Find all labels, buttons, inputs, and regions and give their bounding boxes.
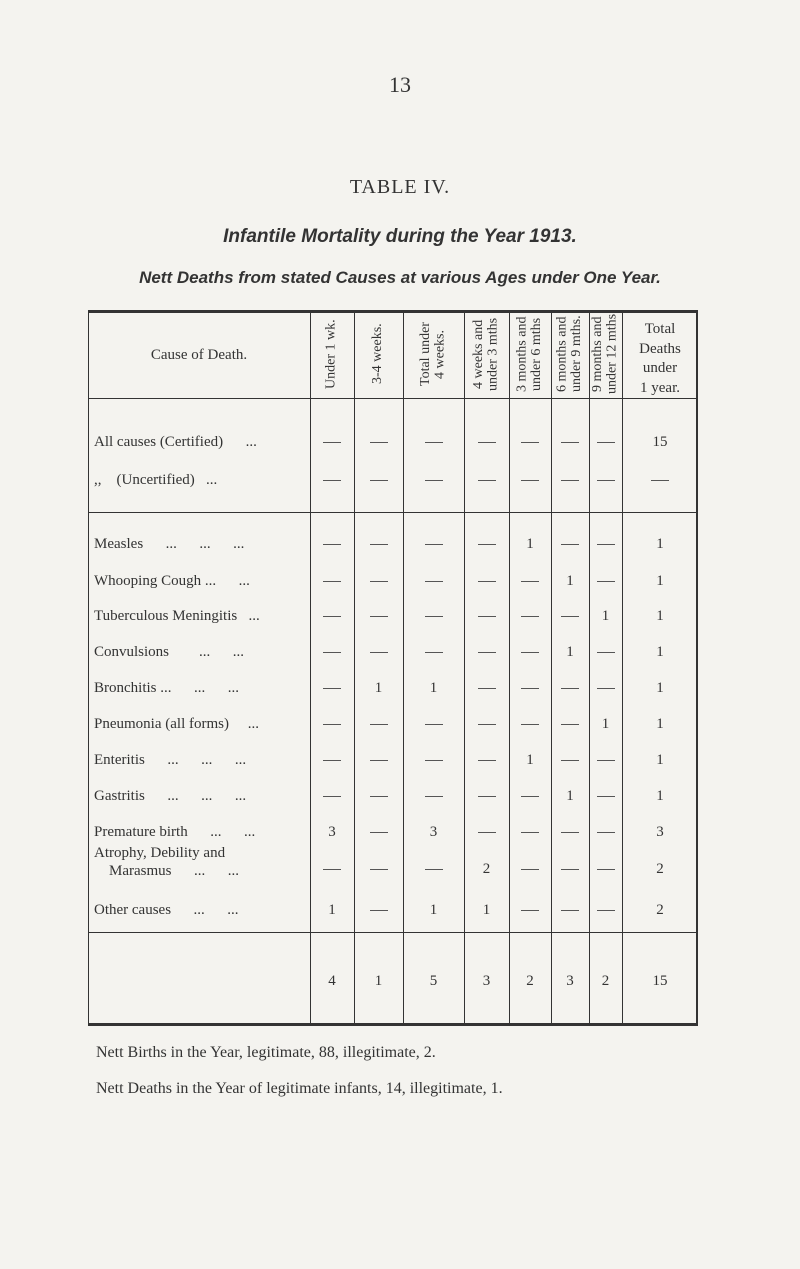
- row-10-value: [403, 862, 464, 877]
- row-11-value: 2: [656, 902, 664, 918]
- row-2-value: [310, 574, 354, 589]
- row-top-2-value: [310, 473, 354, 488]
- row-8-value: [354, 789, 403, 804]
- dash-mark: [323, 442, 341, 443]
- row-6-value: [464, 717, 509, 732]
- row-11-value: [354, 903, 403, 918]
- cause-label: Whooping Cough ... ...: [94, 573, 250, 589]
- totals-row-value: 3: [482, 973, 491, 989]
- header-col-4: 4 weeks and under 3 mths: [470, 317, 501, 391]
- row-top-2-value: [464, 473, 509, 488]
- dash-mark: [370, 652, 388, 653]
- totals-row-value: 2: [526, 973, 534, 989]
- dash-mark: [597, 760, 615, 761]
- row-3-value: 1: [656, 608, 664, 624]
- row-7-value: [403, 753, 464, 768]
- dash-mark: [478, 480, 496, 481]
- row-7-value: [551, 753, 589, 768]
- row-9-value: [589, 825, 622, 840]
- dash-mark: [597, 832, 615, 833]
- row-top-1-value: 15: [652, 434, 668, 450]
- header-total: Total Deaths under 1 year.: [639, 321, 681, 396]
- section-divider: [88, 512, 698, 513]
- row-11-value: 1: [429, 902, 438, 918]
- row-4-value: [354, 645, 403, 660]
- row-6-value: 1: [601, 716, 610, 732]
- dash-mark: [425, 652, 443, 653]
- dash-mark: [651, 480, 669, 481]
- row-6-value: [509, 717, 551, 732]
- dash-mark: [597, 652, 615, 653]
- row-9-value: 3: [328, 824, 336, 840]
- row-7-value: [589, 753, 622, 768]
- row-3-value: 1: [601, 608, 610, 624]
- dash-mark: [597, 581, 615, 582]
- dash-mark: [323, 869, 341, 870]
- row-top-1-value: [589, 435, 622, 450]
- row-10-value: [354, 862, 403, 877]
- row-10-value: 2: [482, 861, 491, 877]
- dash-mark: [478, 581, 496, 582]
- mortality-table: [88, 310, 698, 1026]
- cause-label: Convulsions ... ...: [94, 644, 245, 660]
- dash-mark: [561, 442, 579, 443]
- row-8-value: 1: [566, 788, 574, 804]
- dash-mark: [323, 652, 341, 653]
- row-top-1-value: [354, 435, 403, 450]
- dash-mark: [478, 616, 496, 617]
- row-5-value: [509, 681, 551, 696]
- dash-mark: [370, 480, 388, 481]
- table-bottom-border: [88, 1023, 698, 1026]
- dash-mark: [323, 796, 341, 797]
- dash-mark: [370, 869, 388, 870]
- row-2-value: [354, 574, 403, 589]
- row-4-value: [403, 645, 464, 660]
- table-right-border: [696, 310, 698, 1026]
- dash-mark: [521, 869, 539, 870]
- totals-row-value: 4: [328, 973, 336, 989]
- document-title: Infantile Mortality during the Year 1913.: [223, 226, 577, 247]
- row-8-value: [464, 789, 509, 804]
- deaths-note: Nett Deaths in the Year of legitimate infants, 14, illegitimate, 1.: [96, 1080, 503, 1097]
- dash-mark: [370, 832, 388, 833]
- dash-mark: [597, 480, 615, 481]
- dash-mark: [521, 480, 539, 481]
- column-divider: [464, 310, 465, 1026]
- dash-mark: [561, 760, 579, 761]
- row-3-value: [509, 609, 551, 624]
- row-11-value: 1: [328, 902, 336, 918]
- dash-mark: [597, 688, 615, 689]
- totals-row-value: 5: [429, 973, 438, 989]
- dash-mark: [521, 652, 539, 653]
- dash-mark: [425, 480, 443, 481]
- dash-mark: [478, 544, 496, 545]
- row-6-value: [403, 717, 464, 732]
- row-5-value: [464, 681, 509, 696]
- header-col-1: Under 1 wk.: [323, 319, 339, 389]
- cause-label: Gastritis ... ... ...: [94, 788, 247, 804]
- dash-mark: [561, 832, 579, 833]
- dash-mark: [370, 760, 388, 761]
- row-11-value: [589, 903, 622, 918]
- cause-label: Pneumonia (all forms) ...: [94, 716, 259, 732]
- row-10-value: [509, 862, 551, 877]
- dash-mark: [597, 796, 615, 797]
- document-subtitle: Nett Deaths from stated Causes at various Ages under One Year.: [139, 268, 661, 287]
- row-5-value: [551, 681, 589, 696]
- row-7-value: [464, 753, 509, 768]
- row-9-value: [551, 825, 589, 840]
- row-6-value: [354, 717, 403, 732]
- row-3-value: [310, 609, 354, 624]
- totals-divider: [88, 932, 698, 933]
- cause-label: Other causes ... ...: [94, 902, 239, 918]
- row-6-value: [310, 717, 354, 732]
- row-4-value: [509, 645, 551, 660]
- row-6-value: 1: [656, 716, 664, 732]
- dash-mark: [425, 616, 443, 617]
- dash-mark: [478, 652, 496, 653]
- dash-mark: [323, 760, 341, 761]
- header-cause: Cause of Death.: [150, 347, 248, 363]
- dash-mark: [425, 760, 443, 761]
- header-col-2: 3-4 weeks.: [370, 323, 386, 385]
- column-divider: [622, 310, 623, 1026]
- row-7-value: [310, 753, 354, 768]
- dash-mark: [323, 544, 341, 545]
- dash-mark: [521, 442, 539, 443]
- row-5-value: [589, 681, 622, 696]
- row-1-value: 1: [656, 536, 664, 552]
- dash-mark: [561, 724, 579, 725]
- dash-mark: [521, 832, 539, 833]
- row-1-value: [551, 537, 589, 552]
- row-9-value: [509, 825, 551, 840]
- column-divider: [354, 310, 355, 1026]
- cause-label: Bronchitis ... ... ...: [94, 680, 239, 696]
- row-5-value: 1: [374, 680, 383, 696]
- row-1-value: [589, 537, 622, 552]
- row-5-value: 1: [429, 680, 438, 696]
- row-top-1-value: [551, 435, 589, 450]
- column-divider: [589, 310, 590, 1026]
- row-4-value: [589, 645, 622, 660]
- row-2-value: 1: [566, 573, 574, 589]
- row-9-value: 3: [429, 824, 438, 840]
- dash-mark: [425, 869, 443, 870]
- totals-row-value: 3: [566, 973, 574, 989]
- dash-mark: [521, 616, 539, 617]
- dash-mark: [370, 544, 388, 545]
- table-title: TABLE IV.: [349, 176, 451, 198]
- totals-row-value: 15: [652, 973, 668, 989]
- row-top-1-value: [464, 435, 509, 450]
- header-col-3: Total under 4 weeks.: [417, 322, 448, 386]
- dash-mark: [521, 910, 539, 911]
- row-9-value: 3: [656, 824, 664, 840]
- row-10-value: [551, 862, 589, 877]
- row-8-value: [509, 789, 551, 804]
- dash-mark: [597, 869, 615, 870]
- row-8-value: [310, 789, 354, 804]
- row-top-1-value: [403, 435, 464, 450]
- row-8-value: [589, 789, 622, 804]
- dash-mark: [323, 480, 341, 481]
- cause-label: Tuberculous Meningitis ...: [94, 608, 260, 624]
- row-2-value: 1: [656, 573, 664, 589]
- dash-mark: [370, 796, 388, 797]
- cause-label: Premature birth ... ...: [94, 824, 256, 840]
- dash-mark: [323, 724, 341, 725]
- dash-mark: [521, 796, 539, 797]
- dash-mark: [561, 480, 579, 481]
- dash-mark: [597, 544, 615, 545]
- dash-mark: [370, 616, 388, 617]
- dash-mark: [597, 442, 615, 443]
- dash-mark: [521, 581, 539, 582]
- dash-mark: [478, 760, 496, 761]
- row-2-value: [509, 574, 551, 589]
- header-col-6: 6 months and under 9 mths.: [554, 315, 584, 393]
- row-4-value: [464, 645, 509, 660]
- row-top-2-value: [622, 473, 698, 488]
- dash-mark: [597, 910, 615, 911]
- row-3-value: [464, 609, 509, 624]
- births-note: Nett Births in the Year, legitimate, 88, illegitimate, 2.: [96, 1044, 436, 1061]
- row-6-value: [551, 717, 589, 732]
- row-7-value: [354, 753, 403, 768]
- cause-label: All causes (Certified) ...: [94, 434, 257, 450]
- row-11-value: [509, 903, 551, 918]
- row-4-value: [310, 645, 354, 660]
- row-7-value: 1: [656, 752, 664, 768]
- totals-row-value: 2: [601, 973, 610, 989]
- dash-mark: [370, 910, 388, 911]
- row-8-value: [403, 789, 464, 804]
- dash-mark: [425, 724, 443, 725]
- row-4-value: 1: [656, 644, 664, 660]
- row-4-value: 1: [566, 644, 574, 660]
- row-2-value: [589, 574, 622, 589]
- row-8-value: 1: [656, 788, 664, 804]
- dash-mark: [561, 616, 579, 617]
- column-divider: [403, 310, 404, 1026]
- row-10-value: [310, 862, 354, 877]
- row-top-1-value: [310, 435, 354, 450]
- dash-mark: [323, 581, 341, 582]
- column-divider: [509, 310, 510, 1026]
- row-7-value: 1: [526, 752, 534, 768]
- cause-label: Measles ... ... ...: [94, 536, 245, 552]
- row-1-value: 1: [526, 536, 534, 552]
- dash-mark: [561, 910, 579, 911]
- row-9-value: [354, 825, 403, 840]
- dash-mark: [561, 688, 579, 689]
- header-divider: [88, 398, 698, 399]
- row-11-value: 1: [482, 902, 491, 918]
- table-left-border: [88, 310, 89, 1026]
- row-1-value: [464, 537, 509, 552]
- row-3-value: [403, 609, 464, 624]
- row-top-2-value: [509, 473, 551, 488]
- row-2-value: [403, 574, 464, 589]
- row-5-value: [310, 681, 354, 696]
- dash-mark: [425, 544, 443, 545]
- dash-mark: [370, 724, 388, 725]
- page-number: 13: [389, 72, 411, 97]
- dash-mark: [370, 581, 388, 582]
- dash-mark: [370, 442, 388, 443]
- row-10-value: 2: [656, 861, 664, 877]
- row-top-2-value: [551, 473, 589, 488]
- dash-mark: [425, 796, 443, 797]
- cause-label: Enteritis ... ... ...: [94, 752, 247, 768]
- row-5-value: 1: [656, 680, 664, 696]
- row-top-2-value: [403, 473, 464, 488]
- row-top-2-value: [354, 473, 403, 488]
- row-top-2-value: [589, 473, 622, 488]
- dash-mark: [425, 581, 443, 582]
- row-9-value: [464, 825, 509, 840]
- row-2-value: [464, 574, 509, 589]
- dash-mark: [561, 869, 579, 870]
- header-col-7: 9 months and under 12 mths: [589, 313, 620, 395]
- dash-mark: [521, 688, 539, 689]
- totals-row-value: 1: [374, 973, 383, 989]
- dash-mark: [425, 442, 443, 443]
- dash-mark: [478, 442, 496, 443]
- row-top-1-value: [509, 435, 551, 450]
- row-3-value: [354, 609, 403, 624]
- header-col-5: 3 months and under 6 mths: [514, 316, 544, 392]
- cause-label: Atrophy, Debility and Marasmus ... ...: [94, 845, 239, 879]
- row-11-value: [551, 903, 589, 918]
- dash-mark: [561, 544, 579, 545]
- row-1-value: [354, 537, 403, 552]
- dash-mark: [323, 616, 341, 617]
- column-divider: [310, 310, 311, 1026]
- row-10-value: [589, 862, 622, 877]
- cause-label: ,, (Uncertified) ...: [94, 472, 218, 488]
- table-top-border: [88, 310, 698, 313]
- column-divider: [551, 310, 552, 1026]
- row-1-value: [403, 537, 464, 552]
- dash-mark: [323, 688, 341, 689]
- row-1-value: [310, 537, 354, 552]
- dash-mark: [478, 832, 496, 833]
- dash-mark: [478, 724, 496, 725]
- dash-mark: [478, 796, 496, 797]
- row-3-value: [551, 609, 589, 624]
- dash-mark: [521, 724, 539, 725]
- dash-mark: [478, 688, 496, 689]
